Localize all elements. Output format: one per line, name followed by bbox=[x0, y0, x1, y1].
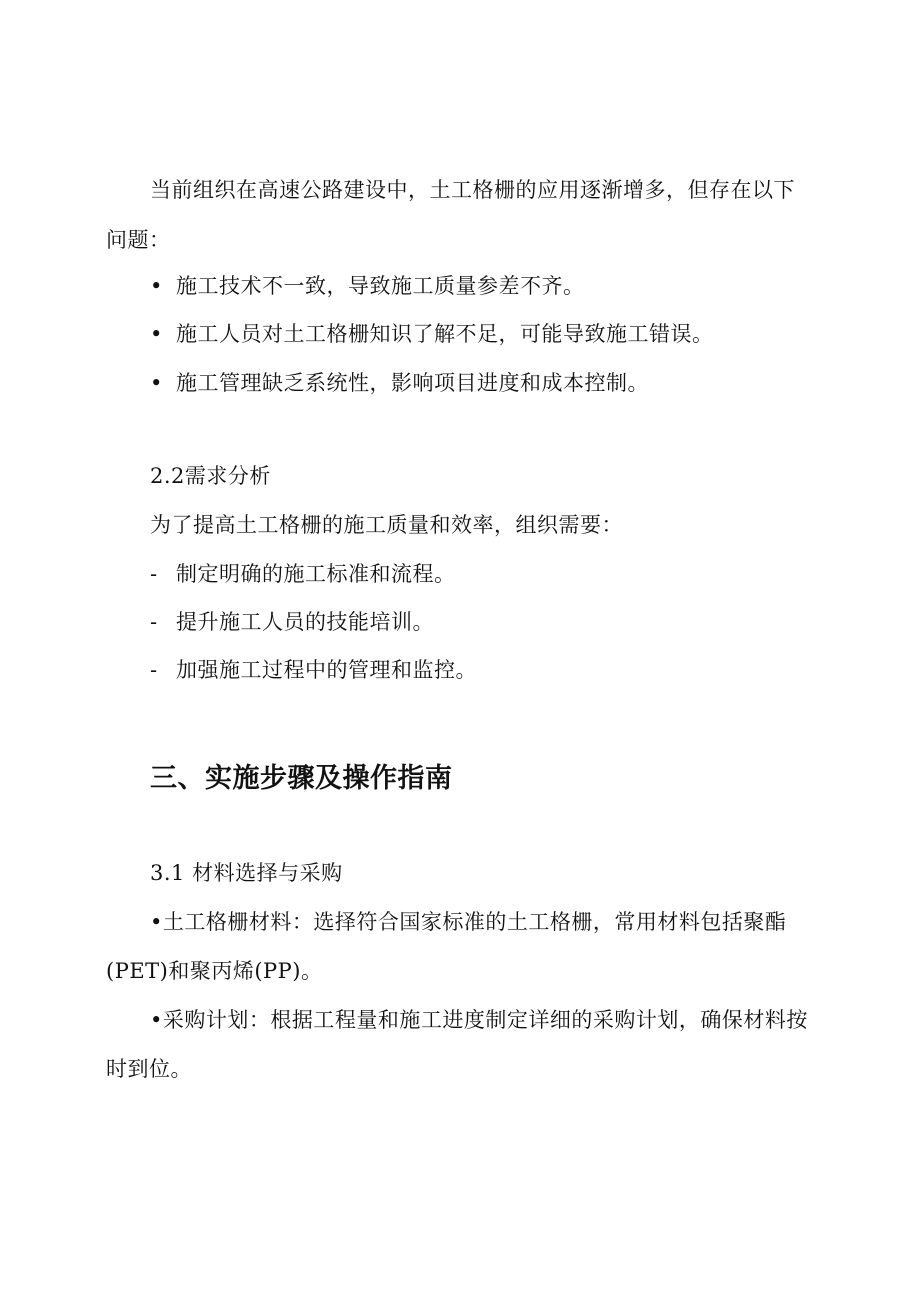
subheading-3-1: 3.1 材料选择与采购 bbox=[150, 861, 343, 885]
problem-text-3: 施工管理缺乏系统性，影响项目进度和成本控制。 bbox=[176, 371, 649, 395]
bullet-icon: • bbox=[150, 371, 163, 395]
dash-icon: - bbox=[150, 658, 158, 682]
bullet-icon: • bbox=[150, 322, 163, 346]
bullet-icon: • bbox=[150, 274, 163, 298]
dash-icon: - bbox=[150, 562, 158, 586]
purchase-item-line-2: 时到位。 bbox=[106, 1057, 192, 1081]
dash-icon: - bbox=[150, 610, 158, 634]
section-heading-3: 三、实施步骤及操作指南 bbox=[150, 763, 453, 794]
need-text-2: 提升施工人员的技能培训。 bbox=[176, 610, 434, 634]
subheading-2-2: 2.2需求分析 bbox=[150, 464, 271, 488]
problem-text-1: 施工技术不一致，导致施工质量参差不齐。 bbox=[176, 274, 585, 298]
need-text-1: 制定明确的施工标准和流程。 bbox=[176, 562, 456, 586]
purchase-item-line-1: •采购计划：根据工程量和施工进度制定详细的采购计划，确保材料按 bbox=[150, 1008, 808, 1032]
material-item-line-2: (PET)和聚丙烯(PP)。 bbox=[106, 959, 323, 983]
need-item-2 bbox=[150, 608, 434, 636]
problem-item-1 bbox=[150, 272, 585, 300]
problem-item-3 bbox=[150, 369, 649, 397]
needs-intro: 为了提高土工格栅的施工质量和效率，组织需要： bbox=[150, 513, 623, 537]
need-text-3: 加强施工过程中的管理和监控。 bbox=[176, 658, 477, 682]
intro-line-1: 当前组织在高速公路建设中，土工格栅的应用逐渐增多，但存在以下 bbox=[150, 178, 795, 202]
problem-item-2 bbox=[150, 320, 714, 348]
problem-text-2: 施工人员对土工格栅知识了解不足，可能导致施工错误。 bbox=[176, 322, 714, 346]
need-item-1 bbox=[150, 560, 456, 588]
intro-line-2: 问题： bbox=[106, 228, 171, 252]
need-item-3 bbox=[150, 656, 477, 684]
material-item-line-1: •土工格栅材料：选择符合国家标准的土工格栅，常用材料包括聚酯 bbox=[150, 910, 787, 934]
